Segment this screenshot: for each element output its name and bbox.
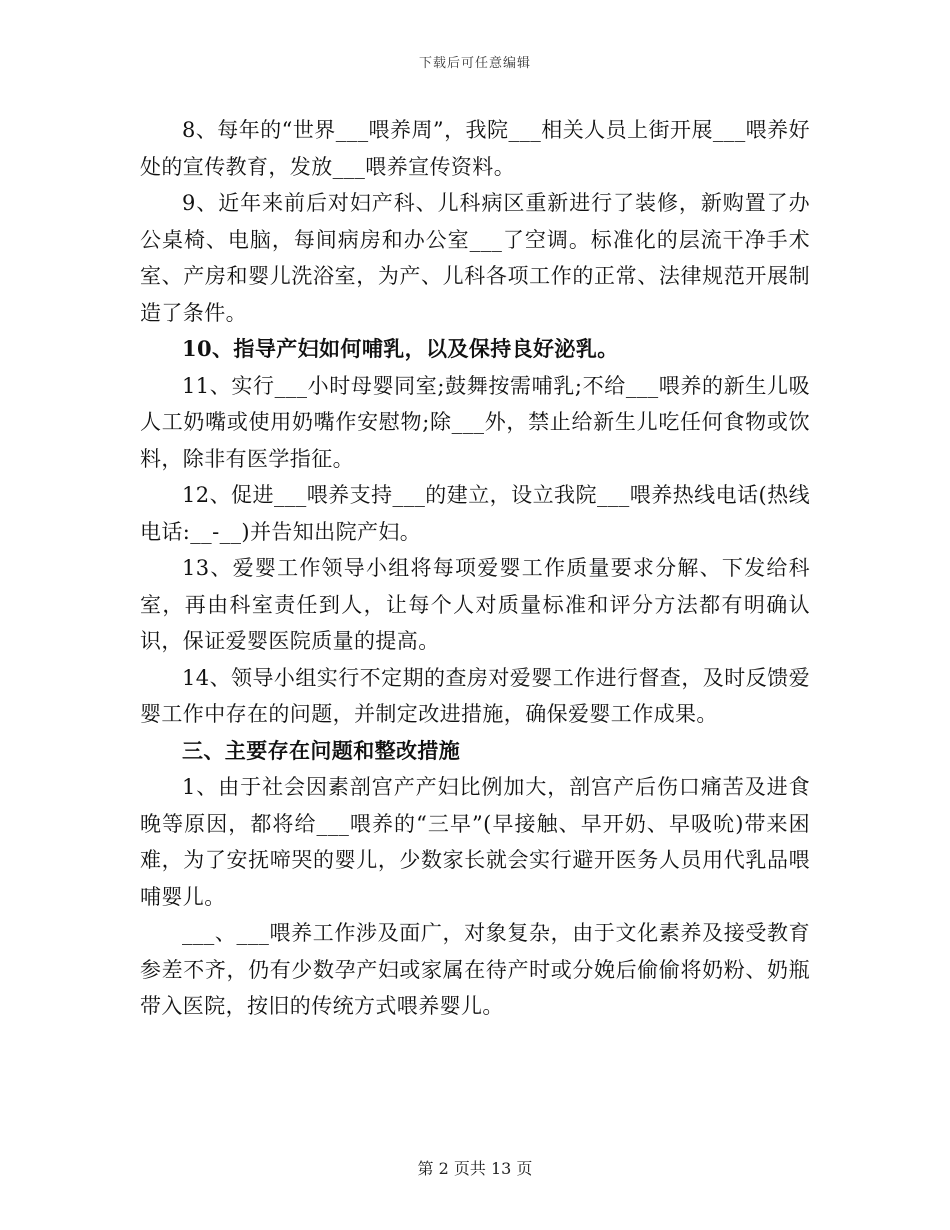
problem-paragraph-1: 1、由于社会因素剖宫产产妇比例加大，剖宫产后伤口痛苦及进食晚等原因，都将给___喂养的“三早”(早接触、早开奶、早吸吮)带来困难，为了安抚啼哭的婴儿，少数家长就会实行避开医务人员用代乳品喂哺婴儿。 — [140, 775, 810, 909]
paragraph-10-heading: 10、指导产妇如何哺乳，以及保持良好泌乳。 — [182, 336, 619, 361]
paragraph-14: 14、领导小组实行不定期的查房对爱婴工作进行督查，及时反馈爱婴工作中存在的问题，并制定改进措施，确保爱婴工作成果。 — [140, 665, 810, 726]
document-body — [140, 112, 810, 1025]
page-header: 下载后可任意编辑 — [418, 56, 531, 71]
section-heading-problems: 三、主要存在问题和整改措施 — [182, 737, 461, 763]
paragraph-9: 9、近年来前后对妇产科、儿科病区重新进行了装修，新购置了办公桌椅、电脑，每间病房和办公室___了空调。标准化的层流干净手术室、产房和婴儿洗浴室，为产、儿科各项工作的正常、法律规范开展制造了条件。 — [140, 191, 810, 325]
paragraph-8: 8、每年的“世界___喂养周”，我院___相关人员上街开展___喂养好处的宣传教育，发放___喂养宣传资料。 — [140, 118, 810, 179]
problem-paragraph-2: ___、___喂养工作涉及面广，对象复杂，由于文化素养及接受教育参差不齐，仍有少数孕产妇或家属在待产时或分娩后偷偷将奶粉、奶瓶带入医院，按旧的传统方式喂养婴儿。 — [140, 921, 810, 1018]
page-footer: 第 2 页共 13 页 — [417, 1159, 533, 1178]
paragraph-11: 11、实行___小时母婴同室;鼓舞按需哺乳;不给___喂养的新生儿吸人工奶嘴或使用奶嘴作安慰物;除___外，禁止给新生儿吃任何食物或饮料，除非有医学指征。 — [140, 373, 810, 471]
paragraph-13: 13、爱婴工作领导小组将每项爱婴工作质量要求分解、下发给科室，再由科室责任到人，让每个人对质量标准和评分方法都有明确认识，保证爱婴医院质量的提高。 — [140, 556, 810, 653]
paragraph-12: 12、促进___喂养支持___的建立，设立我院___喂养热线电话(热线电话:__-__)并告知出院产妇。 — [140, 483, 810, 544]
